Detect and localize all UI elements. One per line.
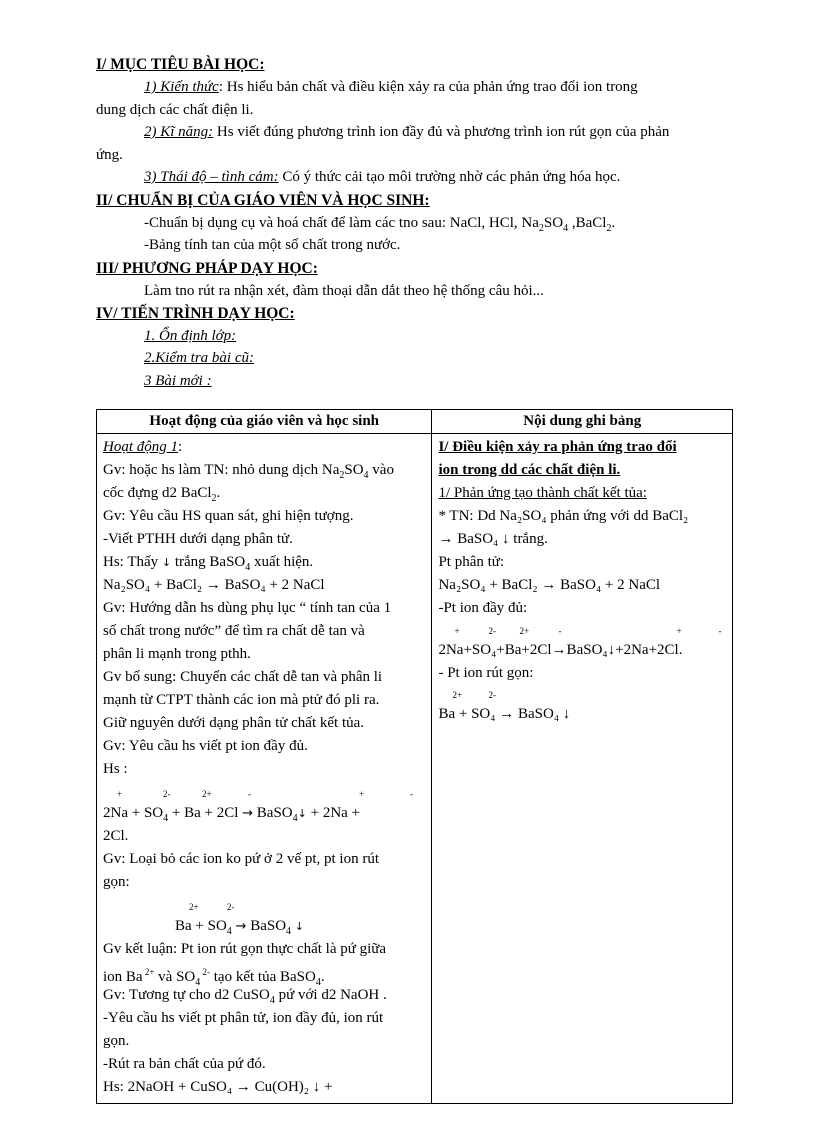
- attitude-label: 3) Thái độ – tình cảm:: [144, 169, 279, 185]
- left-line-12: Giữ nguyên dưới dạng phân tử chất kết tủa.: [103, 715, 365, 731]
- left-line-11: mạnh từ CTPT thành các ion mà ptử đó pli ra.: [103, 692, 380, 708]
- left-line-23: -Yêu cầu hs viết pt phân tử, ion đầy đủ, ion rút: [103, 1010, 384, 1026]
- table-header-right: Nội dung ghi bảng: [432, 410, 733, 434]
- knowledge-text: : Hs hiểu bản chất và điều kiện xảy ra của phản ứng trao đổi ion trong: [218, 79, 638, 95]
- lesson-table: [96, 409, 733, 1104]
- left-line-3: Gv: Yêu cầu HS quan sát, ghi hiện tượng.: [103, 508, 354, 524]
- left-ionic-reduced: $Ba + SO_4$ → BaSO$_4$ ↓: [175, 918, 305, 937]
- left-line-20: Gv kết luận: Pt ion rút gọn thực chất là pứ giữa: [103, 941, 387, 957]
- prep-line-1-a: -Chuẩn bị dụng cụ và hoá chất để làm các tno sau: NaCl, HCl, Na: [144, 215, 539, 231]
- left-line-18: gọn:: [103, 874, 130, 890]
- activity-label: Hoạt động 1:: [103, 439, 183, 455]
- right-heading-2: ion trong dd các chất điện li.: [438, 462, 621, 478]
- method-line: Làm tno rút ra nhận xét, đàm thoại dẫn dắt theo hệ thống câu hỏi...: [144, 283, 544, 299]
- left-line-22-a: Gv: Tương tự cho d2 CuSO: [103, 987, 270, 1003]
- right-heading-1: I/ Điều kiện xảy ra phản ứng trao đổi: [438, 439, 677, 455]
- skill-text-cont: ứng.: [96, 147, 123, 163]
- left-line-21-c: tạo kết tủa BaSO: [210, 969, 316, 985]
- right-line-11: Ba + SO₄ → BaSO₄ ↓: [438, 706, 571, 722]
- left-line-2: cốc đựng d2 BaCl$_2$.: [103, 485, 221, 504]
- prep-line-1: -Chuẩn bị dụng cụ và hoá chất để làm các tno sau: NaCl, HCl, $Na_2SO_4$ ,BaCl$_2$.: [144, 215, 616, 234]
- left-line-16: 2Cl.: [103, 828, 129, 844]
- left-line-7: Gv: Hướng dẫn hs dùng phụ lục “ tính tan của 1: [103, 600, 392, 616]
- left-line-5: Hs: Thấy ↓ trắng BaSO$_4$ xuất hiện.: [103, 554, 314, 573]
- attitude-text: Có ý thức cải tạo môi trường nhờ các phản ứng hóa học.: [278, 169, 621, 185]
- left-line-26: Hs: 2NaOH + CuSO₄ → Cu(OH)₂ ↓ +: [103, 1079, 333, 1095]
- prep-line-1-b: SO: [543, 215, 564, 231]
- left-line-1-text: Gv: hoặc hs làm TN: nhỏ dung dịch Na: [103, 462, 340, 478]
- left-line-5-a: Hs: Thấy: [103, 554, 159, 570]
- prep-line-1-c: ,BaCl: [568, 215, 607, 231]
- left-line-14: Hs :: [103, 761, 128, 777]
- left-line-13: Gv: Yêu cầu hs viết pt ion đầy đủ.: [103, 738, 308, 754]
- left-line-4: -Viết PTHH dưới dạng phân tử.: [103, 531, 293, 547]
- precipitate-icon: ↓: [161, 556, 172, 569]
- right-line-4: * TN: Dd Na₂SO₄ phản ứng với dd BaCl₂: [438, 508, 689, 524]
- right-line-8: -Pt ion đầy đủ:: [438, 600, 528, 616]
- heading-process: IV/ TIẾN TRÌNH DẠY HỌC:: [96, 305, 295, 322]
- right-column: I/ Điều kiện xảy ra phản ứng trao đổi ion trong dd các chất điện li. 1/ Phản ứng tạo thành chất kết tủa: * TN: Dd Na₂SO₄ phản ứng với dd BaCl₂ → BaSO₄ ↓ trắng. Pt phân tử: Na₂SO₄ + BaCl₂ → BaSO₄ + 2 NaCl -Pt ion đầy đủ: + 2- 2+ - + - 2Na+SO₄+Ba+2Cl→BaSO₄↓+2Na+2Cl. - Pt ion rút gọn: 2+ 2- Ba + SO₄ → BaSO₄ ↓: [432, 434, 733, 1104]
- left-line-1: Gv: hoặc hs làm TN: nhỏ dung dịch $Na_2SO_4$ vào: [103, 462, 394, 481]
- left-line-22-b: pứ với d2 NaOH .: [274, 987, 387, 1003]
- left-line-8: số chất trong nước” để tìm ra chất dễ tan và: [103, 623, 365, 639]
- right-subheading: 1/ Phản ứng tạo thành chất kết tủa:: [438, 485, 647, 501]
- right-line-5: → BaSO₄ ↓ trắng.: [438, 531, 548, 547]
- left-column: Hoạt động 1: Gv: hoặc hs làm TN: nhỏ dung dịch $Na_2SO_4$ vào cốc đựng d2 BaCl$_2$. Gv: Yêu cầu HS quan sát, ghi hiện tượng. -Viết PTHH dưới dạng phân tử. Hs: Thấy ↓ trắng BaSO$_4$ xuất hiện. Na₂SO₄ + BaCl₂ → BaSO₄ + 2 NaCl Gv: Hướng dẫn hs dùng phụ lục “ tính tan của 1 số chất trong nước” để tìm ra chất dễ tan và phân li mạnh trong pthh. Gv bổ sung: Chuyển các chất dễ tan và phân li mạnh từ CTPT thành các ion mà ptử đó pli ra. Giữ nguyên dưới dạng phân tử chất kết tủa. Gv: Yêu cầu hs viết pt ion đầy đủ. Hs : + 2- 2+ - + - $2Na + SO_4 + Ba + 2Cl$ → BaSO$_4$↓ + 2Na + 2Cl. Gv: Loại bỏ các ion ko pứ ở 2 vế pt, pt ion rút gọn: 2+ 2- $Ba + SO_4$ → BaSO$_4$ ↓ Gv kết luận: Pt ion rút gọn thực chất là pứ giữa ion Ba $^{2+}$ và $SO_4$ $^{2-}$ tạo kết tủa BaSO$_4$. Gv: Tương tự cho d2 CuSO$_4$ pứ với d2 NaOH . -Yêu cầu hs viết pt phân tử, ion đầy đủ, ion rút gọn. -Rút ra bản chất của pứ đó. Hs: 2NaOH + CuSO₄ → Cu(OH)₂ ↓ +: [97, 434, 432, 1104]
- table-header-left: Hoạt động của giáo viên và học sinh: [97, 410, 432, 434]
- right-line-10: - Pt ion rút gọn:: [438, 665, 534, 681]
- left-line-5-b: trắng BaSO: [171, 554, 246, 570]
- left-line-22: Gv: Tương tự cho d2 CuSO$_4$ pứ với d2 NaOH .: [103, 987, 387, 1006]
- left-line-25: -Rút ra bản chất của pứ đó.: [103, 1056, 266, 1072]
- left-ionic-full: $2Na + SO_4 + Ba + 2Cl$ → BaSO$_4$↓ + 2Na +: [103, 805, 361, 824]
- left-line-6: Na₂SO₄ + BaCl₂ → BaSO₄ + 2 NaCl: [103, 577, 325, 593]
- skill-text: Hs viết đúng phương trình ion đầy đủ và phương trình ion rút gọn của phản: [213, 124, 670, 140]
- left-line-21-a: ion Ba: [103, 969, 143, 985]
- left-line-17: Gv: Loại bỏ các ion ko pứ ở 2 vế pt, pt ion rút: [103, 851, 380, 867]
- knowledge-label: 1) Kiến thức: [144, 79, 219, 95]
- heading-method: III/ PHƯƠNG PHÁP DẠY HỌC:: [96, 260, 318, 277]
- left-line-10: Gv bổ sung: Chuyển các chất dễ tan và phân li: [103, 669, 383, 685]
- knowledge-text-cont: dung dịch các chất điện li.: [96, 102, 254, 118]
- skill-line: [144, 121, 669, 144]
- prep-line-2: -Bảng tính tan của một số chất trong nước.: [144, 237, 401, 253]
- knowledge-line: [144, 76, 638, 99]
- left-line-24: gọn.: [103, 1033, 130, 1049]
- right-line-7: Na₂SO₄ + BaCl₂ → BaSO₄ + 2 NaCl: [438, 577, 661, 593]
- left-line-2-text: cốc đựng d2 BaCl: [103, 485, 212, 501]
- heading-objectives: I/ MỤC TIÊU BÀI HỌC:: [96, 56, 265, 73]
- heading-preparation: II/ CHUẨN BỊ CỦA GIÁO VIÊN VÀ HỌC SINH:: [96, 192, 430, 209]
- process-item-3: 3 Bài mới :: [144, 373, 212, 389]
- process-item-2: 2.Kiểm tra bài cũ:: [144, 350, 254, 366]
- process-item-1: 1. Ổn định lớp:: [144, 328, 237, 344]
- right-line-9: 2Na+SO₄+Ba+2Cl→BaSO₄↓+2Na+2Cl.: [438, 642, 683, 658]
- left-line-5-c: xuất hiện.: [250, 554, 314, 570]
- attitude-line: [144, 166, 620, 189]
- right-line-6: Pt phân tử:: [438, 554, 505, 570]
- left-line-21-b: và SO: [154, 969, 196, 985]
- left-line-9: phân li mạnh trong pthh.: [103, 646, 251, 662]
- activity-label-text: Hoạt động 1: [103, 439, 178, 455]
- left-line-21: ion Ba $^{2+}$ và $SO_4$ $^{2-}$ tạo kết tủa BaSO$_4$.: [103, 967, 325, 988]
- skill-label: 2) Kĩ năng:: [144, 124, 214, 140]
